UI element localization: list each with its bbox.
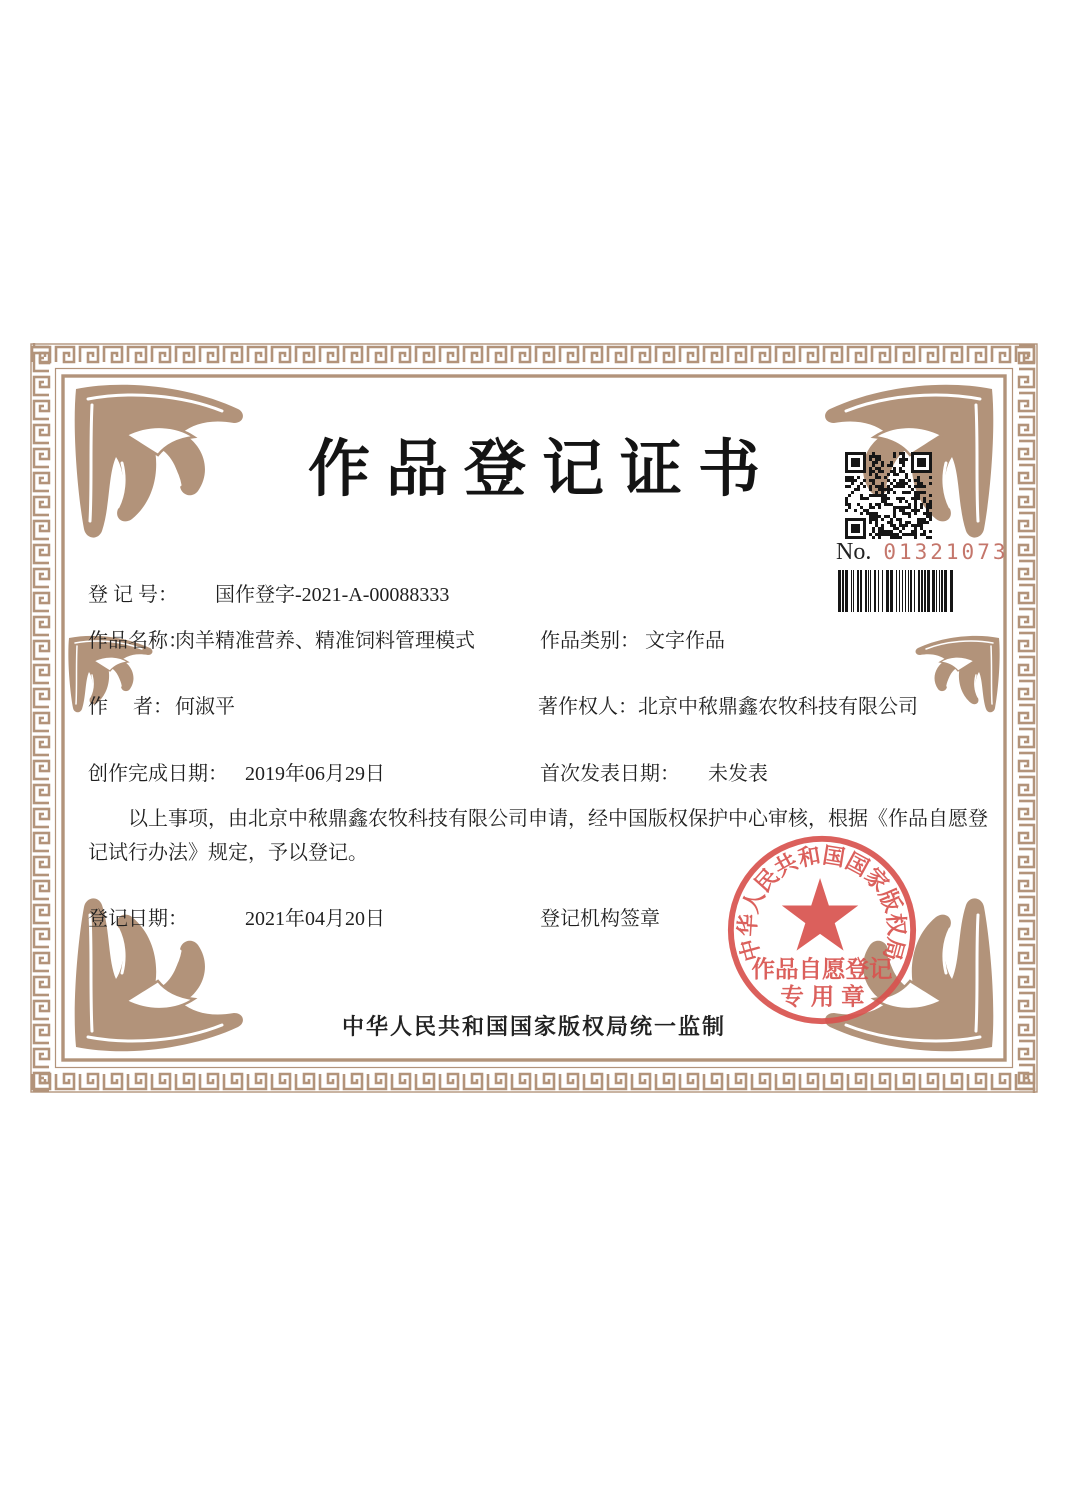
stamp-line1: 作品自愿登记 xyxy=(751,957,893,984)
fret-band-top xyxy=(30,343,1038,365)
field-value: 北京中秾鼎鑫农牧科技有限公司 xyxy=(638,696,918,718)
field-label: 作品名称： xyxy=(88,630,188,652)
stamp-line2: 专用章 xyxy=(780,984,872,1011)
serial-number: 01321073 xyxy=(883,540,1009,564)
barcode xyxy=(838,570,954,612)
field-label: 登记机构签章 xyxy=(540,908,660,930)
field-value: 国作登字-2021-A-00088333 xyxy=(215,584,450,606)
registration-statement: 以上事项，由北京中秾鼎鑫农牧科技有限公司申请，经中国版权保护中心审核，根据《作品自愿登记试行办法》规定，予以登记。 xyxy=(88,808,988,864)
official-stamp xyxy=(724,832,920,1028)
field-value: 未发表 xyxy=(708,763,768,785)
field-label: 创作完成日期： xyxy=(88,763,228,785)
edge-ornament-icon xyxy=(916,636,1000,712)
field-value: 2021年04月20日 xyxy=(245,908,385,930)
field-value: 何淑平 xyxy=(175,696,235,718)
qr-code xyxy=(845,452,932,539)
stamp-arc-text: 中华人民共和国国家版权局 xyxy=(734,842,910,964)
field-label: 登 记 号： xyxy=(88,584,178,606)
issuer-line: 中华人民共和国国家版权局统一监制 xyxy=(341,1014,726,1039)
field-value: 肉羊精准营养、精准饲料管理模式 xyxy=(175,630,475,652)
field-value: 2019年06月29日 xyxy=(245,763,385,785)
field-label: 作 者： xyxy=(88,696,173,718)
star-icon xyxy=(782,878,858,951)
field-label: 作品类别： xyxy=(540,630,640,652)
field-label: 著作权人： xyxy=(538,696,638,718)
field-value: 文字作品 xyxy=(645,630,725,652)
certificate xyxy=(30,343,1038,1093)
certificate-title: 作品登记证书 xyxy=(307,436,776,504)
serial-label: No. xyxy=(836,539,872,565)
field-label: 首次发表日期： xyxy=(540,763,680,785)
field-label: 登记日期： xyxy=(88,908,188,930)
serial-row xyxy=(836,539,1026,566)
fret-band-bottom xyxy=(30,1071,1038,1093)
